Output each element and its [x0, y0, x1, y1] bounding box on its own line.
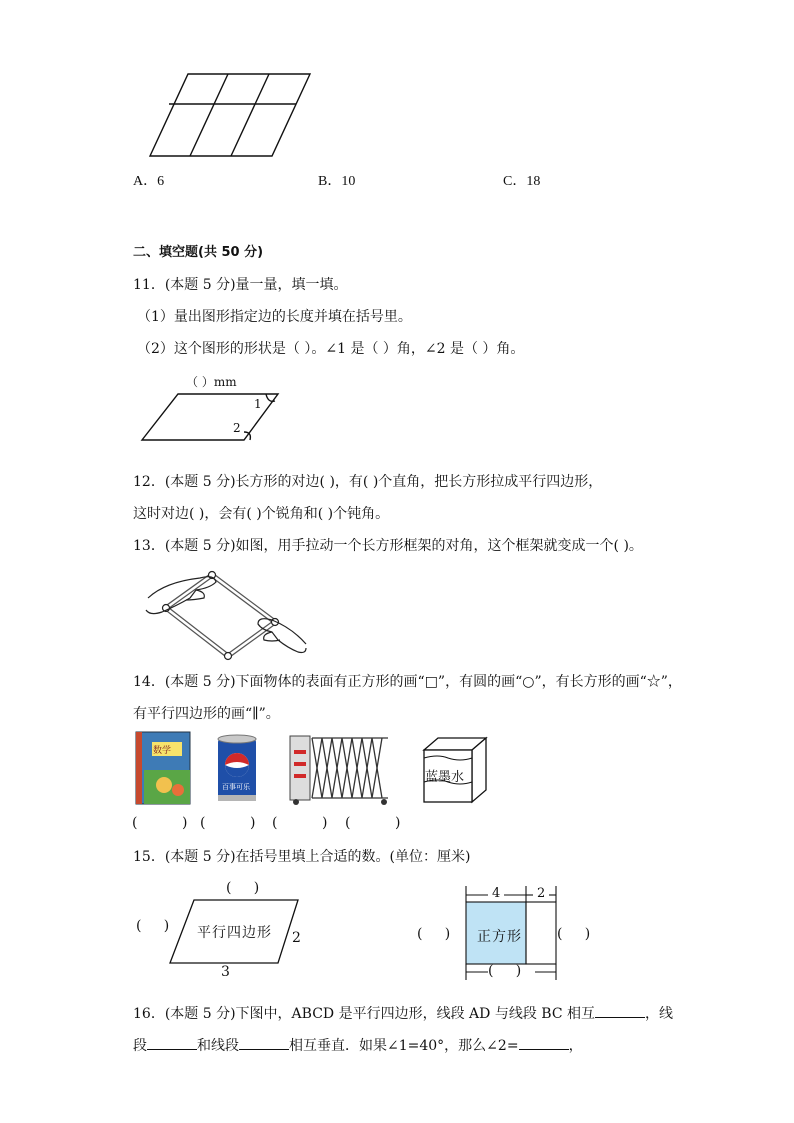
q16-blank-2[interactable] — [147, 1035, 197, 1050]
q11-stem: 11．(本题 5 分)量一量，填一填。 — [133, 277, 348, 293]
q16-line2 — [133, 1035, 583, 1056]
ink-box-label: 蓝墨水 — [425, 770, 465, 785]
can-label: 百事可乐 — [222, 783, 250, 791]
q11-angle2-label: 2 — [233, 421, 241, 435]
q15-para-right: 2 — [292, 930, 301, 946]
q15-sq-top-b: 2 — [537, 886, 546, 901]
q16-line2-start: 段 — [133, 1038, 147, 1054]
q15-para-top: ( ) — [226, 880, 260, 896]
q15-para-label: 平行四边形 — [197, 925, 272, 941]
q11-angle1-label: 1 — [254, 397, 262, 411]
q15-para-bottom: 3 — [221, 964, 230, 980]
q14-answer-2: ( ) — [200, 815, 256, 831]
q16-line1-end: ，线 — [645, 1006, 673, 1022]
q14-line1: 14．(本题 5 分)下面物体的表面有正方形的画“□”，有圆的画“○”，有长方形的画“☆”， — [133, 674, 682, 690]
q11-part1: （1）量出图形指定边的长度并填在括号里。 — [137, 309, 412, 325]
q16-line1-text: 16．(本题 5 分)下图中，ABCD 是平行四边形，线段 AD 与线段 BC 相互 — [133, 1006, 595, 1022]
q16-blank-4[interactable] — [519, 1035, 569, 1050]
q16-line2-mid: 和线段 — [197, 1038, 239, 1054]
q15-sq-right: ( ) — [557, 926, 591, 942]
q12-line2: 这时对边( )，会有( )个锐角和( )个钝角。 — [133, 506, 390, 522]
q14-answer-4: ( ) — [345, 815, 401, 831]
q16-blank-1[interactable] — [595, 1003, 645, 1018]
q15-sq-bottom: ( ) — [488, 963, 522, 979]
q15-sq-label: 正方形 — [477, 929, 522, 945]
book-title: 数学 — [153, 746, 172, 756]
q16-line2-end: ， — [568, 1038, 583, 1054]
q15-line1: 15．(本题 5 分)在括号里填上合适的数。(单位：厘米) — [133, 849, 471, 865]
q16-line2-cond: 相互垂直．如果∠1=40°，那么∠2= — [289, 1038, 519, 1054]
option-a: A．6 — [133, 174, 165, 189]
q15-para-left: ( ) — [136, 918, 170, 934]
q14-answer-1: ( ) — [132, 815, 188, 831]
q14-line2: 有平行四边形的画“∥”。 — [133, 706, 280, 722]
option-b: B．10 — [318, 174, 356, 189]
q15-sq-top-a: 4 — [492, 886, 501, 901]
section-title: 二、填空题(共 50 分) — [133, 245, 264, 260]
q14-answer-3: ( ) — [272, 815, 328, 831]
q12-line1: 12．(本题 5 分)长方形的对边( )，有( )个直角，把长方形拉成平行四边形， — [133, 474, 603, 490]
option-c: C．18 — [503, 174, 541, 189]
q13-line1: 13．(本题 5 分)如图，用手拉动一个长方形框架的对角，这个框架就变成一个( )。 — [133, 538, 643, 554]
q16-blank-3[interactable] — [239, 1035, 289, 1050]
q11-part2: （2）这个图形的形状是（ ）。∠1 是（ ）角，∠2 是（ ）角。 — [137, 341, 525, 357]
q11-top-label: （ ）mm — [186, 375, 237, 389]
q16-line1 — [133, 1003, 673, 1024]
q15-sq-left: ( ) — [417, 926, 451, 942]
